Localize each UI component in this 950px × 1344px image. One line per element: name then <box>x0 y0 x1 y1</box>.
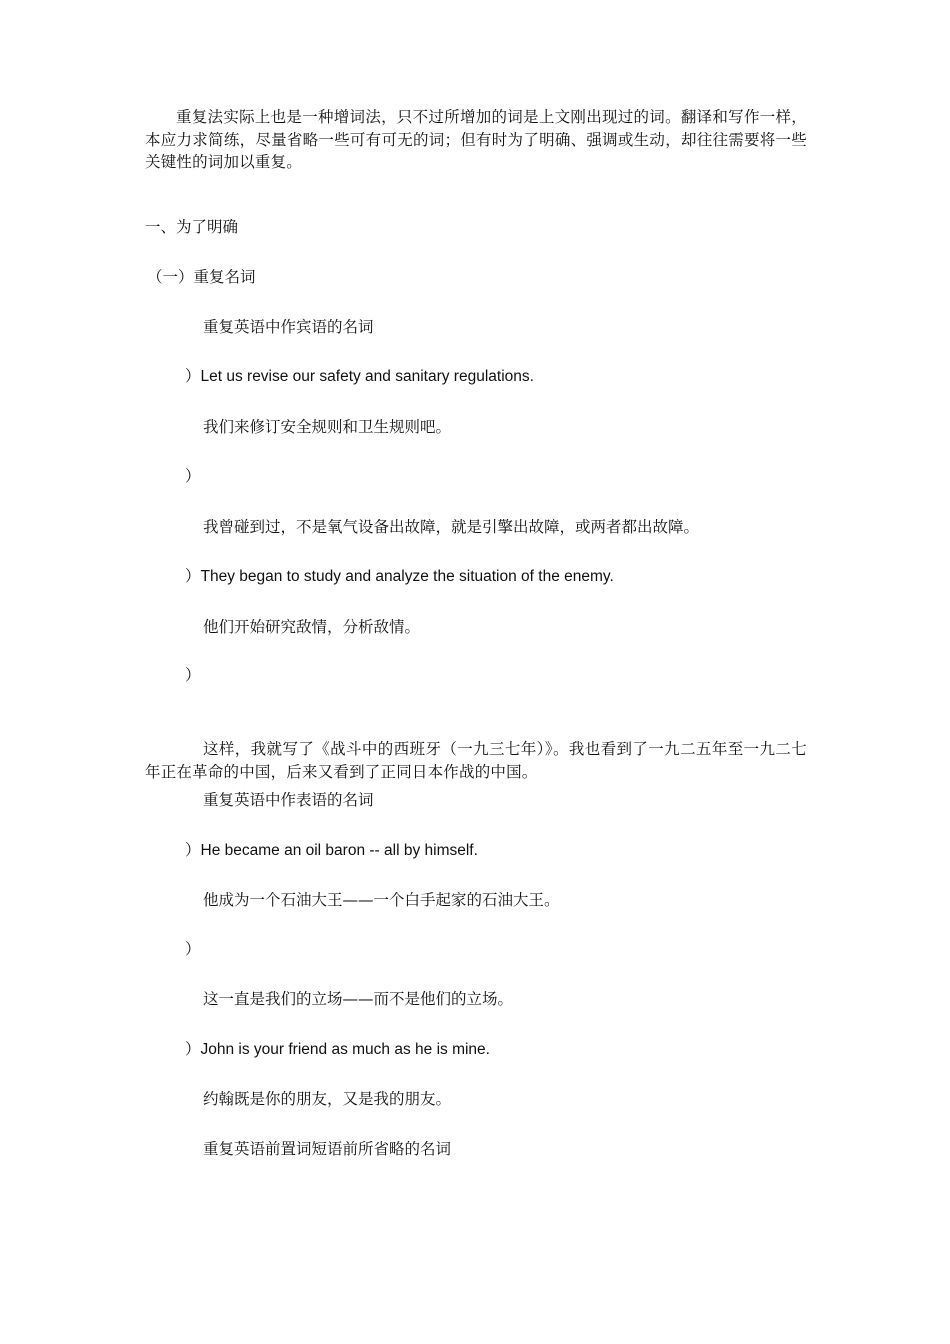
topic-heading-object-noun: 重复英语中作宾语的名词 <box>203 318 374 336</box>
example-1-english: ）Let us revise our safety and sanitary regulations. <box>185 368 534 385</box>
example-5-english: ）He became an oil baron -- all by himself. <box>185 842 478 859</box>
example-4-english: ） <box>185 667 201 684</box>
example-2-english: ） <box>185 468 201 485</box>
example-7-english: ）John is your friend as much as he is mine. <box>185 1041 490 1058</box>
topic-heading-predicative-noun: 重复英语中作表语的名词 <box>203 791 374 809</box>
example-3-chinese: 他们开始研究敌情，分析敌情。 <box>203 618 421 636</box>
example-5-chinese: 他成为一个石油大王——一个白手起家的石油大王。 <box>203 891 560 909</box>
example-6-english: ） <box>185 941 201 958</box>
example-2-chinese: 我曾碰到过，不是氧气设备出故障，就是引擎出故障，或两者都出故障。 <box>203 518 700 536</box>
example-7-chinese: 约翰既是你的朋友，又是我的朋友。 <box>203 1090 452 1108</box>
section-heading: 一、为了明确 <box>145 218 239 236</box>
example-3-english: ）They began to study and analyze the situation of the enemy. <box>185 568 614 585</box>
example-4-chinese: 这样，我就写了《战斗中的西班牙（一九三七年）》。我也看到了一九二五年至一九二七年正在革命的中国，后来又看到了正同日本作战的中国。 <box>145 740 807 781</box>
topic-heading-omitted-noun: 重复英语前置词短语前所省略的名词 <box>203 1140 452 1158</box>
subsection-heading: （一）重复名词 <box>147 268 256 286</box>
example-1-chinese: 我们来修订安全规则和卫生规则吧。 <box>203 418 452 436</box>
intro-paragraph: 重复法实际上也是一种增词法，只不过所增加的词是上文刚出现过的词。翻译和写作一样，本应力求简练，尽量省略一些可有可无的词；但有时为了明确、强调或生动，却往往需要将一些关键性的词加以重复。 <box>145 108 807 171</box>
example-6-chinese: 这一直是我们的立场——而不是他们的立场。 <box>203 990 514 1008</box>
